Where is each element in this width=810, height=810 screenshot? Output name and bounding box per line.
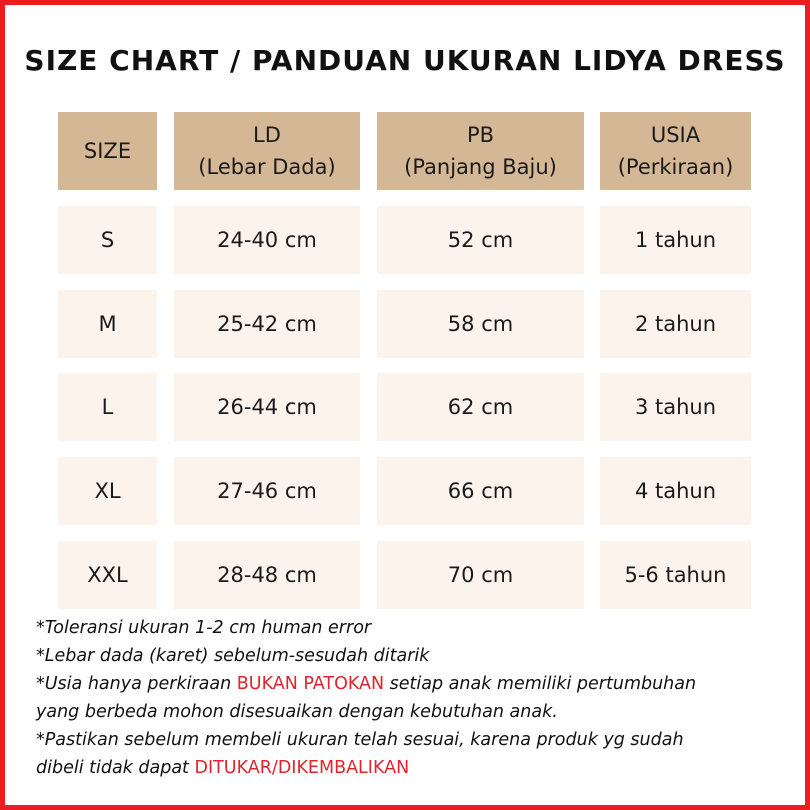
note-age-text-b: setiap anak memiliki pertumbuhan bbox=[384, 674, 697, 694]
cell-usia: 3 tahun bbox=[600, 373, 751, 441]
cell-pb: 70 cm bbox=[377, 541, 584, 609]
page-title: SIZE CHART / PANDUAN UKURAN LIDYA DRESS bbox=[24, 44, 786, 77]
cell-ld: 25-42 cm bbox=[174, 290, 360, 358]
cell-ld: 24-40 cm bbox=[174, 206, 360, 274]
header-usia-label: USIA bbox=[650, 123, 701, 147]
cell-size: S bbox=[58, 206, 157, 274]
notes-section bbox=[36, 614, 796, 782]
header-ld-sub: (Lebar Dada) bbox=[198, 155, 336, 179]
cell-size: XL bbox=[58, 457, 157, 525]
note-no-return-text: dibeli tidak dapat bbox=[36, 758, 195, 778]
note-age-text-a: *Usia hanya perkiraan bbox=[36, 674, 237, 694]
header-usia-sub: (Perkiraan) bbox=[617, 155, 734, 179]
header-ld-label: LD bbox=[253, 123, 281, 147]
cell-usia: 1 tahun bbox=[600, 206, 751, 274]
header-pb bbox=[377, 112, 584, 190]
cell-size: XXL bbox=[58, 541, 157, 609]
note-age bbox=[36, 670, 796, 698]
cell-ld: 28-48 cm bbox=[174, 541, 360, 609]
cell-pb: 52 cm bbox=[377, 206, 584, 274]
header-pb-label: PB bbox=[466, 123, 495, 147]
note-chest-width: *Lebar dada (karet) sebelum-sesudah ditarik bbox=[36, 646, 430, 666]
note-confirm-size: *Pastikan sebelum membeli ukuran telah sesuai, karena produk yg sudah bbox=[36, 730, 684, 750]
header-usia bbox=[600, 112, 751, 190]
cell-pb: 62 cm bbox=[377, 373, 584, 441]
cell-size: M bbox=[58, 290, 157, 358]
header-pb-sub: (Panjang Baju) bbox=[404, 155, 557, 179]
note-no-return bbox=[36, 754, 796, 782]
note-age-highlight: BUKAN PATOKAN bbox=[236, 674, 385, 694]
cell-size: L bbox=[58, 373, 157, 441]
cell-pb: 66 cm bbox=[377, 457, 584, 525]
cell-usia: 4 tahun bbox=[600, 457, 751, 525]
note-tolerance: *Toleransi ukuran 1-2 cm human error bbox=[36, 618, 372, 638]
header-size bbox=[58, 112, 157, 190]
header-size-label: SIZE bbox=[83, 139, 132, 163]
cell-usia: 2 tahun bbox=[600, 290, 751, 358]
header-ld bbox=[174, 112, 360, 190]
cell-ld: 26-44 cm bbox=[174, 373, 360, 441]
note-no-return-highlight: DITUKAR/DIKEMBALIKAN bbox=[194, 758, 410, 778]
cell-usia: 5-6 tahun bbox=[600, 541, 751, 609]
note-age-continued: yang berbeda mohon disesuaikan dengan kebutuhan anak. bbox=[36, 702, 558, 722]
cell-pb: 58 cm bbox=[377, 290, 584, 358]
cell-ld: 27-46 cm bbox=[174, 457, 360, 525]
